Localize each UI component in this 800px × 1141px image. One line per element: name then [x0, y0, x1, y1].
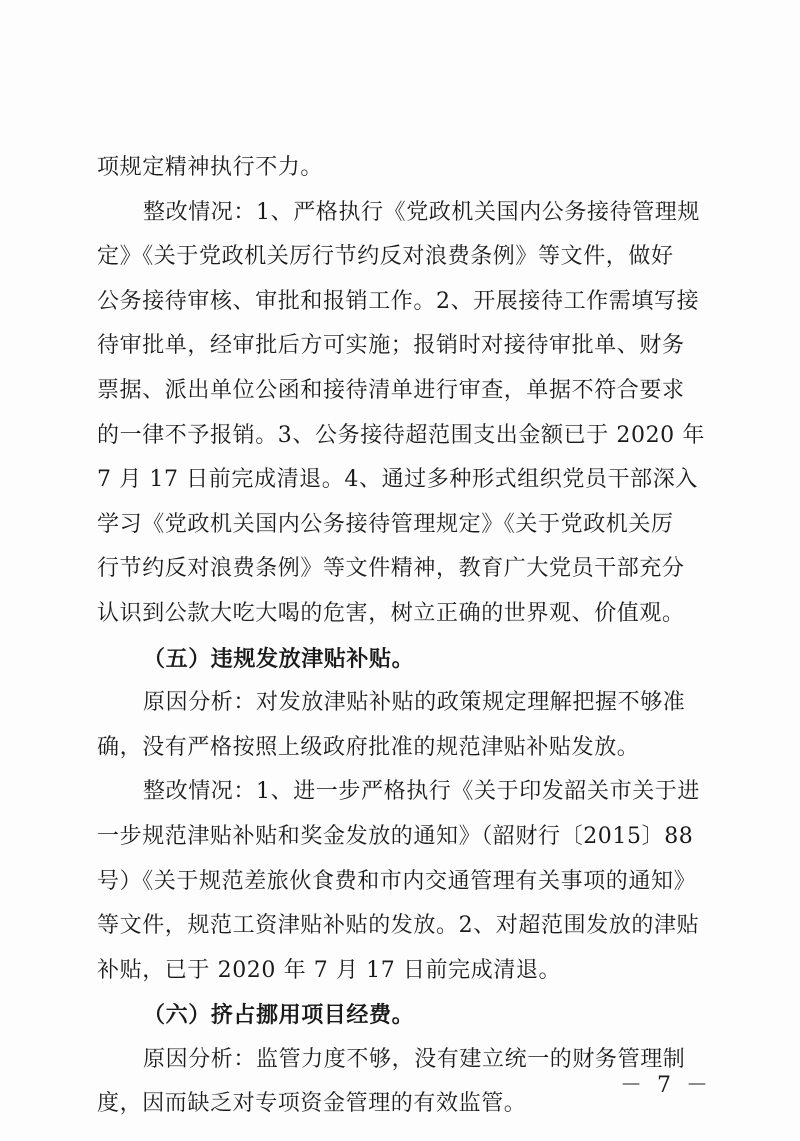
text-line: 补贴，已于 2020 年 7 月 17 日前完成清退。	[97, 957, 562, 983]
section-heading: （五）违规发放津贴补贴。	[143, 645, 415, 672]
text-line: 定》《关于党政机关厉行节约反对浪费条例》等文件，做好	[97, 244, 674, 270]
text-line: 票据、派出单位公函和接待清单进行审查，单据不符合要求	[97, 377, 685, 403]
text-line: 整改情况：1、进一步严格执行《关于印发韶关市关于进	[143, 779, 700, 805]
text-line: 公务接待审核、审批和报销工作。2、开展接待工作需填写接	[97, 288, 700, 314]
section-heading: （六）挤占挪用项目经费。	[143, 1002, 415, 1029]
text-line: 等文件，规范工资津贴补贴的发放。2、对超范围发放的津贴	[97, 913, 700, 939]
text-line: 一步规范津贴补贴和奖金发放的通知》（韶财行〔2015〕88	[97, 823, 694, 849]
text-line: 原因分析：监管力度不够，没有建立统一的财务管理制	[143, 1046, 686, 1072]
text-line: 的一律不予报销。3、公务接待超范围支出金额已于 2020 年	[97, 422, 705, 448]
page-number: － 7 －	[620, 1073, 712, 1098]
text-line: 整改情况：1、严格执行《党政机关国内公务接待管理规	[143, 199, 700, 225]
text-line: 行节约反对浪费条例》等文件精神，教育广大党员干部充分	[97, 556, 685, 582]
text-line: 号）《关于规范差旅伙食费和市内交通管理有关事项的通知》	[97, 868, 697, 894]
document-body	[97, 146, 709, 1127]
text-line: 确，没有严格按照上级政府批准的规范津贴补贴发放。	[97, 734, 640, 760]
text-line: 学习《党政机关国内公务接待管理规定》《关于党政机关厉	[97, 511, 674, 537]
text-line: 项规定精神执行不力。	[97, 155, 324, 180]
text-line: 原因分析：对发放津贴补贴的政策规定理解把握不够准	[143, 690, 686, 716]
text-line: 7 月 17 日前完成清退。4、通过多种形式组织党员干部深入	[97, 467, 698, 493]
text-line: 待审批单，经审批后方可实施；报销时对接待审批单、财务	[97, 333, 685, 359]
text-line: 认识到公款大吃大喝的危害，树立正确的世界观、价值观。	[97, 600, 685, 626]
text-line: 度，因而缺乏对专项资金管理的有效监管。	[97, 1091, 527, 1117]
